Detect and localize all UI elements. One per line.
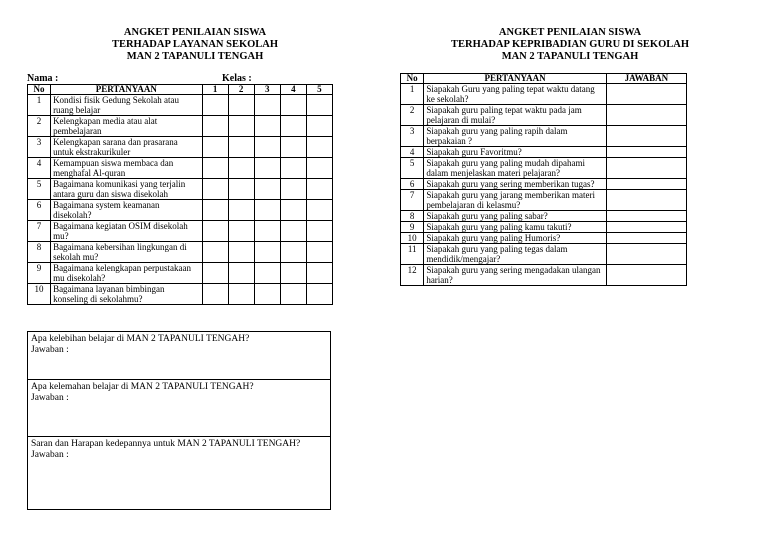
right-title-line-2: TERHADAP KEPRIBADIAN GURU DI SEKOLAH: [450, 39, 690, 50]
row-question: Siapakah guru yang paling kamu takuti?: [424, 222, 607, 233]
table-row: [401, 265, 687, 286]
table-row: [401, 233, 687, 244]
header-question: PERTANYAAN: [51, 85, 202, 95]
table-row: [28, 137, 333, 158]
header-score-3: 3: [254, 85, 280, 95]
score-cell-2[interactable]: [228, 116, 254, 137]
suggestions-answer-label: Jawaban :: [31, 450, 69, 460]
answer-cell[interactable]: [606, 179, 686, 190]
score-cell-2[interactable]: [228, 137, 254, 158]
left-title-line-2: TERHADAP LAYANAN SEKOLAH: [111, 39, 279, 50]
table-row: [28, 284, 333, 305]
table-row: [401, 158, 687, 179]
score-cell-5[interactable]: [306, 242, 332, 263]
table-row: [28, 179, 333, 200]
answer-cell[interactable]: [606, 158, 686, 179]
row-question: Siapakah guru paling tepat waktu pada jam pelajaran di mulai?: [424, 105, 607, 126]
kelas-label: Kelas :: [222, 73, 252, 84]
strengths-answer-label: Jawaban :: [31, 345, 69, 355]
score-cell-3[interactable]: [254, 137, 280, 158]
row-question: Siapakah guru yang paling mudah dipahami dalam menjelaskan materi pelajaran?: [424, 158, 607, 179]
table-row: [28, 95, 333, 116]
row-number: 5: [28, 179, 51, 200]
row-question: Kelengkapan media atau alat pembelajaran: [51, 116, 202, 137]
table-row: [401, 147, 687, 158]
score-cell-4[interactable]: [280, 137, 306, 158]
header-question: PERTANYAAN: [424, 74, 607, 84]
score-cell-5[interactable]: [306, 158, 332, 179]
row-question: Siapakah guru yang paling rapih dalam berpakaian ?: [424, 126, 607, 147]
score-cell-3[interactable]: [254, 242, 280, 263]
row-number: 7: [28, 221, 51, 242]
table-row: [28, 263, 333, 284]
answer-cell[interactable]: [606, 84, 686, 105]
row-question: Kondisi fisik Gedung Sekolah atau ruang belajar: [51, 95, 202, 116]
teacher-personality-table: [400, 73, 687, 286]
score-cell-5[interactable]: [306, 284, 332, 305]
row-number: 2: [401, 105, 424, 126]
answer-cell[interactable]: [606, 147, 686, 158]
score-cell-1[interactable]: [202, 242, 228, 263]
table-header-row: [401, 74, 687, 84]
row-number: 8: [401, 211, 424, 222]
weaknesses-box[interactable]: [27, 379, 331, 436]
table-row: [28, 200, 333, 221]
score-cell-1[interactable]: [202, 179, 228, 200]
row-number: 5: [401, 158, 424, 179]
left-title-line-1: ANGKET PENILAIAN SISWA: [123, 27, 267, 38]
score-cell-5[interactable]: [306, 116, 332, 137]
row-question: Bagaimana system keamanan disekolah?: [51, 200, 202, 221]
score-cell-2[interactable]: [228, 263, 254, 284]
row-question: Bagaimana komunikasi yang terjalin antara guru dan siswa disekolah: [51, 179, 202, 200]
score-cell-4[interactable]: [280, 95, 306, 116]
score-cell-2[interactable]: [228, 200, 254, 221]
row-question: Siapakah guru yang jarang memberikan materi pembelajaran di kelasmu?: [424, 190, 607, 211]
row-question: Bagaimana layanan bimbingan konseling di sekolahmu?: [51, 284, 202, 305]
score-cell-2[interactable]: [228, 95, 254, 116]
answer-cell[interactable]: [606, 105, 686, 126]
score-cell-3[interactable]: [254, 116, 280, 137]
row-number: 2: [28, 116, 51, 137]
service-rating-table: [27, 84, 333, 305]
row-number: 12: [401, 265, 424, 286]
row-question: Kemampuan siswa membaca dan menghafal Al-quran: [51, 158, 202, 179]
row-number: 1: [28, 95, 51, 116]
strengths-box[interactable]: [27, 331, 331, 379]
row-question: Siapakah guru Favoritmu?: [424, 147, 607, 158]
score-cell-2[interactable]: [228, 158, 254, 179]
header-no: No: [401, 74, 424, 84]
row-number: 1: [401, 84, 424, 105]
score-cell-4[interactable]: [280, 200, 306, 221]
row-number: 11: [401, 244, 424, 265]
table-row: [28, 116, 333, 137]
header-score-4: 4: [280, 85, 306, 95]
row-number: 6: [401, 179, 424, 190]
table-row: [28, 221, 333, 242]
score-cell-1[interactable]: [202, 200, 228, 221]
row-number: 4: [401, 147, 424, 158]
score-cell-1[interactable]: [202, 137, 228, 158]
row-number: 3: [28, 137, 51, 158]
row-question: Siapakah guru yang paling sabar?: [424, 211, 607, 222]
score-cell-4[interactable]: [280, 242, 306, 263]
score-cell-4[interactable]: [280, 263, 306, 284]
score-cell-4[interactable]: [280, 284, 306, 305]
header-answer: JAWABAN: [606, 74, 686, 84]
header-score-1: 1: [202, 85, 228, 95]
row-question: Siapakah guru yang sering memberikan tugas?: [424, 179, 607, 190]
table-header-row: [28, 85, 333, 95]
score-cell-3[interactable]: [254, 158, 280, 179]
score-cell-3[interactable]: [254, 95, 280, 116]
row-number: 3: [401, 126, 424, 147]
table-row: [401, 222, 687, 233]
score-cell-3[interactable]: [254, 179, 280, 200]
score-cell-5[interactable]: [306, 179, 332, 200]
row-number: 8: [28, 242, 51, 263]
table-row: [401, 211, 687, 222]
row-question: Siapakah guru yang paling Humoris?: [424, 233, 607, 244]
row-number: 10: [28, 284, 51, 305]
row-number: 7: [401, 190, 424, 211]
table-row: [401, 244, 687, 265]
row-number: 10: [401, 233, 424, 244]
row-question: Kelengkapan sarana dan prasarana untuk ekstrakurikuler: [51, 137, 202, 158]
answer-cell[interactable]: [606, 244, 686, 265]
suggestions-box[interactable]: [27, 436, 331, 510]
weaknesses-answer-label: Jawaban :: [31, 393, 69, 403]
answer-cell[interactable]: [606, 211, 686, 222]
score-cell-1[interactable]: [202, 284, 228, 305]
row-question: Bagaimana kelengkapan perpustakaan mu disekolah?: [51, 263, 202, 284]
score-cell-1[interactable]: [202, 95, 228, 116]
row-question: Bagaimana kegiatan OSIM disekolah mu?: [51, 221, 202, 242]
strengths-question: Apa kelebihan belajar di MAN 2 TAPANULI TENGAH?: [31, 334, 250, 344]
suggestions-question: Saran dan Harapan kedepannya untuk MAN 2 TAPANULI TENGAH?: [31, 439, 301, 449]
table-row: [28, 158, 333, 179]
score-cell-1[interactable]: [202, 158, 228, 179]
answer-cell[interactable]: [606, 190, 686, 211]
score-cell-4[interactable]: [280, 116, 306, 137]
right-title: [430, 27, 710, 63]
score-cell-4[interactable]: [280, 179, 306, 200]
score-cell-1[interactable]: [202, 263, 228, 284]
answer-cell[interactable]: [606, 233, 686, 244]
right-title-line-1: ANGKET PENILAIAN SISWA: [498, 27, 642, 38]
left-title: [90, 27, 300, 63]
score-cell-1[interactable]: [202, 221, 228, 242]
score-cell-5[interactable]: [306, 221, 332, 242]
score-cell-5[interactable]: [306, 95, 332, 116]
row-number: 4: [28, 158, 51, 179]
row-question: Siapakah guru yang sering mengadakan ulangan harian?: [424, 265, 607, 286]
row-number: 6: [28, 200, 51, 221]
row-question: Siapakah guru yang paling tegas dalam mendidik/mengajar?: [424, 244, 607, 265]
row-question: Bagaimana kebersihan lingkungan di sekolah mu?: [51, 242, 202, 263]
answer-cell[interactable]: [606, 126, 686, 147]
table-row: [401, 179, 687, 190]
table-row: [401, 84, 687, 105]
left-title-line-3: MAN 2 TAPANULI TENGAH: [126, 51, 264, 62]
score-cell-5[interactable]: [306, 137, 332, 158]
nama-label: Nama :: [27, 73, 59, 84]
score-cell-4[interactable]: [280, 158, 306, 179]
row-number: 9: [401, 222, 424, 233]
score-cell-3[interactable]: [254, 284, 280, 305]
score-cell-3[interactable]: [254, 200, 280, 221]
score-cell-5[interactable]: [306, 263, 332, 284]
row-number: 9: [28, 263, 51, 284]
answer-cell[interactable]: [606, 222, 686, 233]
score-cell-5[interactable]: [306, 200, 332, 221]
weaknesses-question: Apa kelemahan belajar di MAN 2 TAPANULI TENGAH?: [31, 382, 254, 392]
score-cell-3[interactable]: [254, 263, 280, 284]
score-cell-2[interactable]: [228, 179, 254, 200]
score-cell-3[interactable]: [254, 221, 280, 242]
score-cell-4[interactable]: [280, 221, 306, 242]
right-title-line-3: MAN 2 TAPANULI TENGAH: [501, 51, 639, 62]
table-row: [401, 190, 687, 211]
row-question: Siapakah Guru yang paling tepat waktu datang ke sekolah?: [424, 84, 607, 105]
header-no: No: [28, 85, 51, 95]
score-cell-2[interactable]: [228, 284, 254, 305]
score-cell-1[interactable]: [202, 116, 228, 137]
table-row: [28, 242, 333, 263]
answer-cell[interactable]: [606, 265, 686, 286]
header-score-5: 5: [306, 85, 332, 95]
table-row: [401, 126, 687, 147]
score-cell-2[interactable]: [228, 242, 254, 263]
score-cell-2[interactable]: [228, 221, 254, 242]
table-row: [401, 105, 687, 126]
header-score-2: 2: [228, 85, 254, 95]
